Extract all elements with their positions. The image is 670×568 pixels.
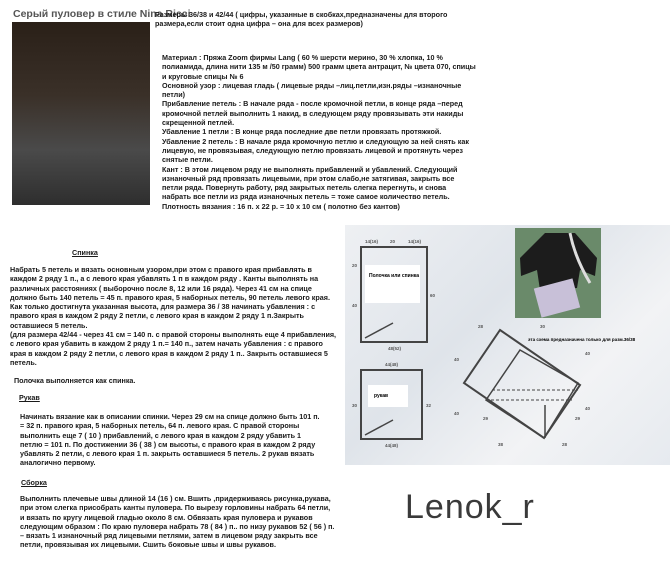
material-paragraph: Материал : Пряжа Zoom фирмы Lang ( 60 % шерсти мерино, 30 % хлопка, 10 % полиамида, длина нити 135 м /50 грамм) 500 грамм цвета антрацит, № цвета 070, спицы и круговые спицы № 6 <box>162 53 476 81</box>
back-label: Полочка или спинка <box>369 273 420 279</box>
dim-label: 44(48) <box>385 362 399 367</box>
dim-label: 29 <box>483 416 489 421</box>
model-photo <box>12 22 150 205</box>
schematic-diagram <box>340 225 670 475</box>
diagram-note: эта схема предназначена только для разм.36/38 <box>528 337 636 342</box>
dim-label: 30 <box>540 324 546 329</box>
dim-label: 40 <box>585 406 591 411</box>
sizes-text: Размеры 36/38 и 42/44 ( цифры, указанные в скобках,предназначены для второго размера,если стоит одна цифра – она для всех размеров) <box>155 10 448 29</box>
assembly-text: Выполнить плечевые швы длиной 14 (16 ) см. Вшить ,придерживаясь рисунка,рукава, при этом слегка присобрать канты пуловера. По вырезу горловины набрать 64 петли, и вязать по кругу лицевой гладью около 8 см. Обвязать края пуловера и рукавов следующим образом : По краю пуловера набрать 78 ( 84 ) п.. по низу рукавов 52 ( 56 ) п. – вязать 1 изнаночный ряд лицевыми петлями, затем в лицевом ряду закрыть все петли, провязывая их лицевыми. Сшить боковые швы и швы рукавов. <box>20 494 335 550</box>
dim-label: 44(48) <box>385 443 399 448</box>
sleeve-text: Начинать вязание как в описании спинки. Через 29 см на спице должно быть 101 п. = 32 п. правого края, 5 наборных петель, 64 п. левого края. С правой стороны выполнить еще 7 ( 10 ) прибавлений, с левого края в каждом 2 ряду убавить 1 петлю = 101 п. По достижении 36 ( 38 ) см высоты, с правого края в каждом 2 ряду убавлять 2 петли, с левого края 1 п. закрыть оставшиеся 5 петель. 2 рукав вязать аналогично первому. <box>20 412 320 468</box>
dim-label: 60 <box>430 293 436 298</box>
front-text: Полочка выполняется как спинка. <box>14 376 136 385</box>
dim-label: 40 <box>585 351 591 356</box>
arrow-icon <box>365 323 393 338</box>
material-paragraph: Убавление 2 петель : В начале ряда кромочную петлю и следующую за ней снять как лицевую, не провязывая, следующую петлю провязать лицевой и протянуть через снятые петли. <box>162 136 469 165</box>
sleeve-label: рукав <box>374 393 389 399</box>
dim-label: 20 <box>352 263 358 268</box>
page-title: Серый пуловер в стиле Nina Ricci <box>13 8 191 20</box>
material-paragraph: Кант : В этом лицевом ряду не выполнять прибавлений и убавлений. Следующий изнаночный ряд провязать лицевыми, при этом слабо,не затягивая, закрыть все петли ряда. Повернуть работу, ряд закрытых петель слегка перегнуть, и снова набрать все петли из ряда изнаночных петель = тоже самое количество петель. <box>162 164 458 202</box>
back-paragraph: Набрать 5 петель и вязать основным узором,при этом с правого края прибавлять в каждом 2 ряду 1 п., а с левого края убавлять 1 п в каждом ряду . Канты выполнять на различных расстояниях ( выборочно после 8, 12 или 16 ряда). Через 41 см на спице должно быть 140 петель = 45 п. правого края, 5 наборных петель, 90 петель левого края. Как только достигнута указанная высота, для размера 36 / 38 начинать убавления : с правого края в каждом 2 ряду 2 петли, с левого края в каждом 2 ряду 1 п.Закрыть оставшиеся 5 петель. <box>10 265 330 330</box>
material-block <box>162 53 477 211</box>
material-paragraph: Основной узор : лицевая гладь ( лицевые ряды –лиц.петли,изн.ряды –изнаночные петли) <box>162 80 462 100</box>
author-signature: Lenok_r <box>405 488 535 526</box>
dim-label: 32 <box>426 403 432 408</box>
sleeve-rotated-inner <box>486 350 578 438</box>
assembly-heading: Сборка <box>21 478 47 487</box>
dim-label: 48(52) <box>388 346 402 351</box>
dim-label: 38 <box>498 442 504 447</box>
sleeve-heading: Рукав <box>19 393 40 402</box>
back-block <box>10 265 340 367</box>
arrow-icon <box>365 420 393 435</box>
dim-label: 30 <box>352 403 358 408</box>
material-paragraph: Плотность вязания : 16 п. х 22 р. = 10 х 10 см ( полотно без кантов) <box>162 201 400 211</box>
dim-label: 29 <box>575 416 581 421</box>
material-paragraph: Прибавление петель : В начале ряда - после кромочной петли, в конце ряда –перед кромочной петлей выполнить 1 накид, в следующем ряду провязывать эти накиды скрещенной петлей. <box>162 99 464 128</box>
back-heading: Спинка <box>72 248 98 257</box>
dim-label: 40 <box>454 411 460 416</box>
dim-label: 14(16) <box>408 239 422 244</box>
dim-label: 40 <box>454 357 460 362</box>
back-paragraph: (для размера 42/44 - через 41 см = 140 п. с правой стороны выполнять еще 4 прибавления, с левого края убавить в каждом 2 ряду 1 п.= 140 п., затем начать убавления : с правого края в каждом 2 ряду 2 петли, с левого края в каждом 2 ряду 1 п.. Закрыть оставшиеся 5 петель. <box>10 330 337 367</box>
dim-label: 28 <box>562 442 568 447</box>
dim-label: 28 <box>478 324 484 329</box>
sleeve-rotated-outline <box>464 330 580 438</box>
dim-label: 40 <box>352 303 358 308</box>
dim-label: 14(16) <box>365 239 379 244</box>
dim-label: 20 <box>390 239 396 244</box>
material-paragraph: Убавление 1 петли : В конце ряда последние две петли провязать протяжкой. <box>162 127 442 137</box>
